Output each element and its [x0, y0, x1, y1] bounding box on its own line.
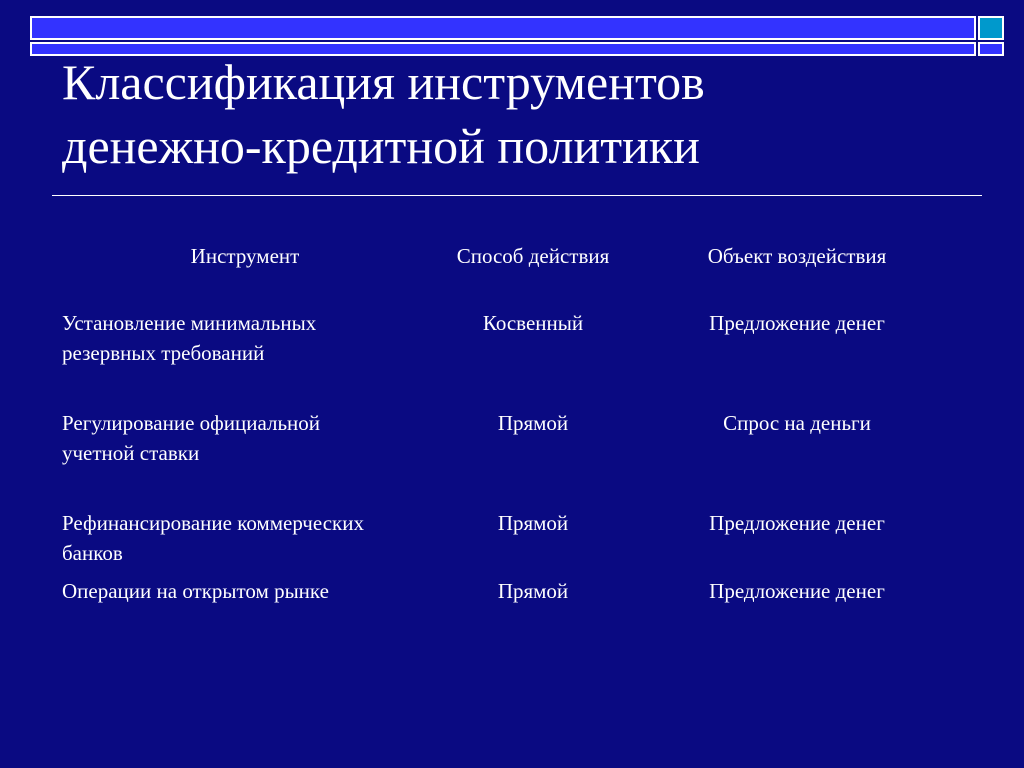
- row-1-instrument-line-1: Установление минимальных: [62, 311, 317, 335]
- row-3-object: Предложение денег: [709, 511, 885, 535]
- row-1-object: Предложение денег: [709, 311, 885, 335]
- slide-title: [62, 50, 962, 178]
- row-2-object: Спрос на деньги: [723, 411, 871, 435]
- header-instrument: Инструмент: [190, 244, 300, 268]
- row-2-instrument-line-1: Регулирование официальной: [62, 411, 320, 435]
- row-1-method: Косвенный: [482, 311, 584, 335]
- row-4-object: Предложение денег: [709, 579, 885, 603]
- slide-title-line-2: денежно-кредитной политики: [62, 118, 700, 174]
- row-2-instrument-line-2: учетной ставки: [62, 441, 200, 465]
- title-divider: [52, 195, 982, 196]
- slide-title-line-1: Классификация инструментов: [62, 54, 705, 110]
- row-4-instrument: [62, 576, 442, 606]
- accent-square-top: [978, 16, 1004, 40]
- row-1-instrument: [62, 308, 442, 368]
- header-method: Способ действия: [456, 244, 610, 268]
- row-3-method: Прямой: [497, 511, 569, 535]
- row-2-method: Прямой: [497, 411, 569, 435]
- row-4-instrument-line-1: Операции на открытом рынке: [62, 579, 329, 603]
- header-object: Объект воздействия: [707, 244, 887, 268]
- row-1-instrument-line-2: резервных требований: [62, 341, 265, 365]
- row-2-instrument: [62, 408, 442, 468]
- top-decorative-bar: [30, 16, 976, 40]
- row-3-instrument: [62, 508, 442, 568]
- row-3-instrument-line-2: банков: [62, 541, 123, 565]
- accent-square-bottom: [978, 42, 1004, 56]
- row-4-method: Прямой: [497, 579, 569, 603]
- row-3-instrument-line-1: Рефинансирование коммерческих: [62, 511, 364, 535]
